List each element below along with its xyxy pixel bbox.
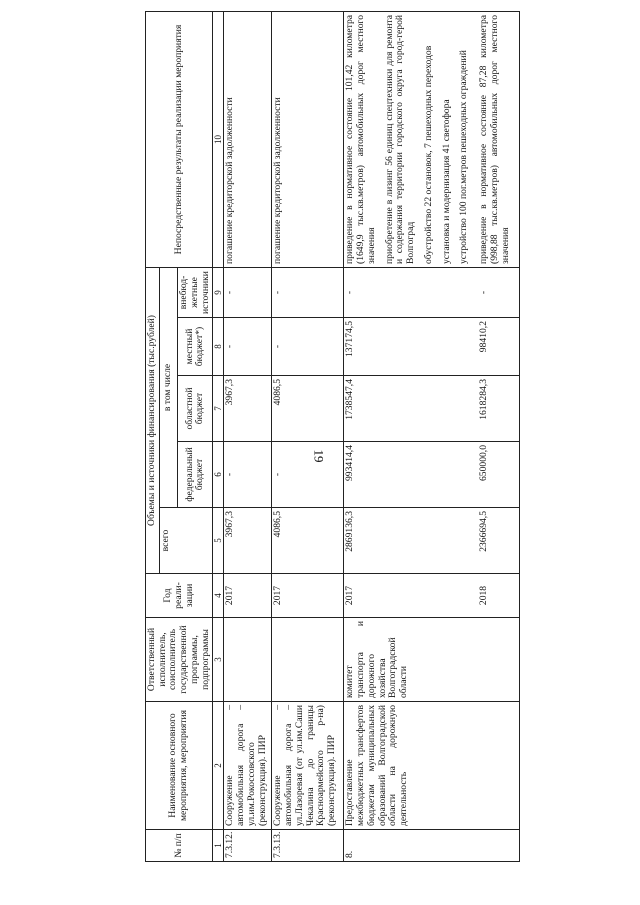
row-local: -: [224, 318, 272, 376]
header-local: местный бюджет*): [178, 318, 213, 376]
col-number: 4: [213, 574, 224, 618]
header-extra: внебюд-жетные источники: [178, 267, 213, 317]
table-row: [478, 11, 520, 861]
result-item: установка и модернизация 41 светофора: [440, 99, 452, 264]
row-num: 7.3.13.: [272, 830, 344, 862]
row-extra: -: [344, 267, 478, 317]
header-results: Непосредственные результаты реализации мероприятия: [146, 11, 213, 267]
row-extra: -: [478, 267, 520, 317]
row-total: 3967,3: [224, 508, 272, 574]
result-item: приобретение в лизинг 56 единиц спецтехники для ремонта и содержания территории городского округа город-герой Волгоград: [383, 14, 417, 264]
row-total: 2869136,3: [344, 508, 478, 574]
row-name: Предоставление межбюджетных трансфертов бюджетам муниципальных образований Волгоградской области на дорожную деятельность: [344, 702, 478, 830]
row-regional: 4086,5: [272, 376, 344, 442]
row-regional: 1738547,4: [344, 376, 478, 442]
result-item: приведение в нормативное состояние 101,42 километра (1649,9 тыс.кв.метров) автомобильных дорог местного значения: [344, 14, 377, 264]
row-num: 7.3.12.: [224, 830, 272, 862]
page-number: 19: [311, 449, 327, 463]
row-federal: -: [224, 442, 272, 508]
row-year: 2017: [344, 574, 478, 618]
header-name: Наименование основного мероприятия, мероприятия: [146, 702, 213, 830]
row-results: [224, 11, 272, 267]
result-item: погашение кредиторской задолженности: [224, 97, 236, 264]
column-number-row: [213, 11, 224, 861]
col-number: 5: [213, 508, 224, 574]
row-regional: 1618284,3: [478, 376, 520, 442]
row-name: [478, 702, 520, 830]
col-number: 1: [213, 830, 224, 862]
row-extra: -: [272, 267, 344, 317]
row-local: 98410,2: [478, 318, 520, 376]
row-name: Сооружение – автомобильная дорога – ул.им.Рокоссовского (реконструкция). ПИР: [224, 702, 272, 830]
row-results: [272, 11, 344, 267]
header-total: всего: [159, 508, 213, 574]
table-row: [344, 11, 478, 861]
header-year: Год реали-зации: [146, 574, 213, 618]
row-federal: 993414,4: [344, 442, 478, 508]
header-incl: в том числе: [159, 267, 177, 507]
row-total: 4086,5: [272, 508, 344, 574]
header-num: № п/п: [146, 830, 213, 862]
result-item: приведение в нормативное состояние 87,28 километра (998,88 тыс.кв.метров) автомобильных дорог местного значения: [478, 14, 511, 264]
row-executor: комитет транспорта и дорожного хозяйства Волгоградской области: [344, 618, 478, 702]
row-year: 2017: [272, 574, 344, 618]
program-table: [145, 11, 520, 862]
row-executor: [224, 618, 272, 702]
result-item: устройство 100 пог.метров пешеходных ограждений: [458, 50, 470, 264]
row-regional: 3967,3: [224, 376, 272, 442]
row-total: 2366694,5: [478, 508, 520, 574]
result-item: погашение кредиторской задолженности: [272, 97, 284, 264]
row-year: 2018: [478, 574, 520, 618]
row-local: 137174,5: [344, 318, 478, 376]
result-item: обустройство 22 остановок, 7 пешеходных переходов: [422, 45, 434, 264]
row-num: 8.: [344, 830, 478, 862]
header-executor: Ответственный исполнитель, соисполнитель государственной программы, подпрограммы: [146, 618, 213, 702]
row-year: 2017: [224, 574, 272, 618]
row-name: Сооружение – автомобильная дорога – ул.Лазоревая (от ул.им.Саши Чекалина до границы Красноармейского р-на) (реконструкция). ПИР: [272, 702, 344, 830]
col-number: 6: [213, 442, 224, 508]
row-results: [478, 11, 520, 267]
row-local: -: [272, 318, 344, 376]
col-number: 3: [213, 618, 224, 702]
header-funding: Объемы и источники финансирования (тыс.рублей): [146, 267, 160, 573]
table-row: [272, 11, 344, 861]
col-number: 9: [213, 267, 224, 317]
header-regional: областной бюджет: [178, 376, 213, 442]
row-executor: [478, 618, 520, 702]
rotated-table-area: [145, 12, 625, 862]
row-executor: [272, 618, 344, 702]
header-federal: федеральный бюджет: [178, 442, 213, 508]
col-number: 10: [213, 11, 224, 267]
col-number: 8: [213, 318, 224, 376]
table-row: [224, 11, 272, 861]
col-number: 7: [213, 376, 224, 442]
row-federal: 650000,0: [478, 442, 520, 508]
row-extra: -: [224, 267, 272, 317]
row-num: [478, 830, 520, 862]
row-results: [344, 11, 478, 267]
col-number: 2: [213, 702, 224, 830]
row-federal: -: [272, 442, 344, 508]
